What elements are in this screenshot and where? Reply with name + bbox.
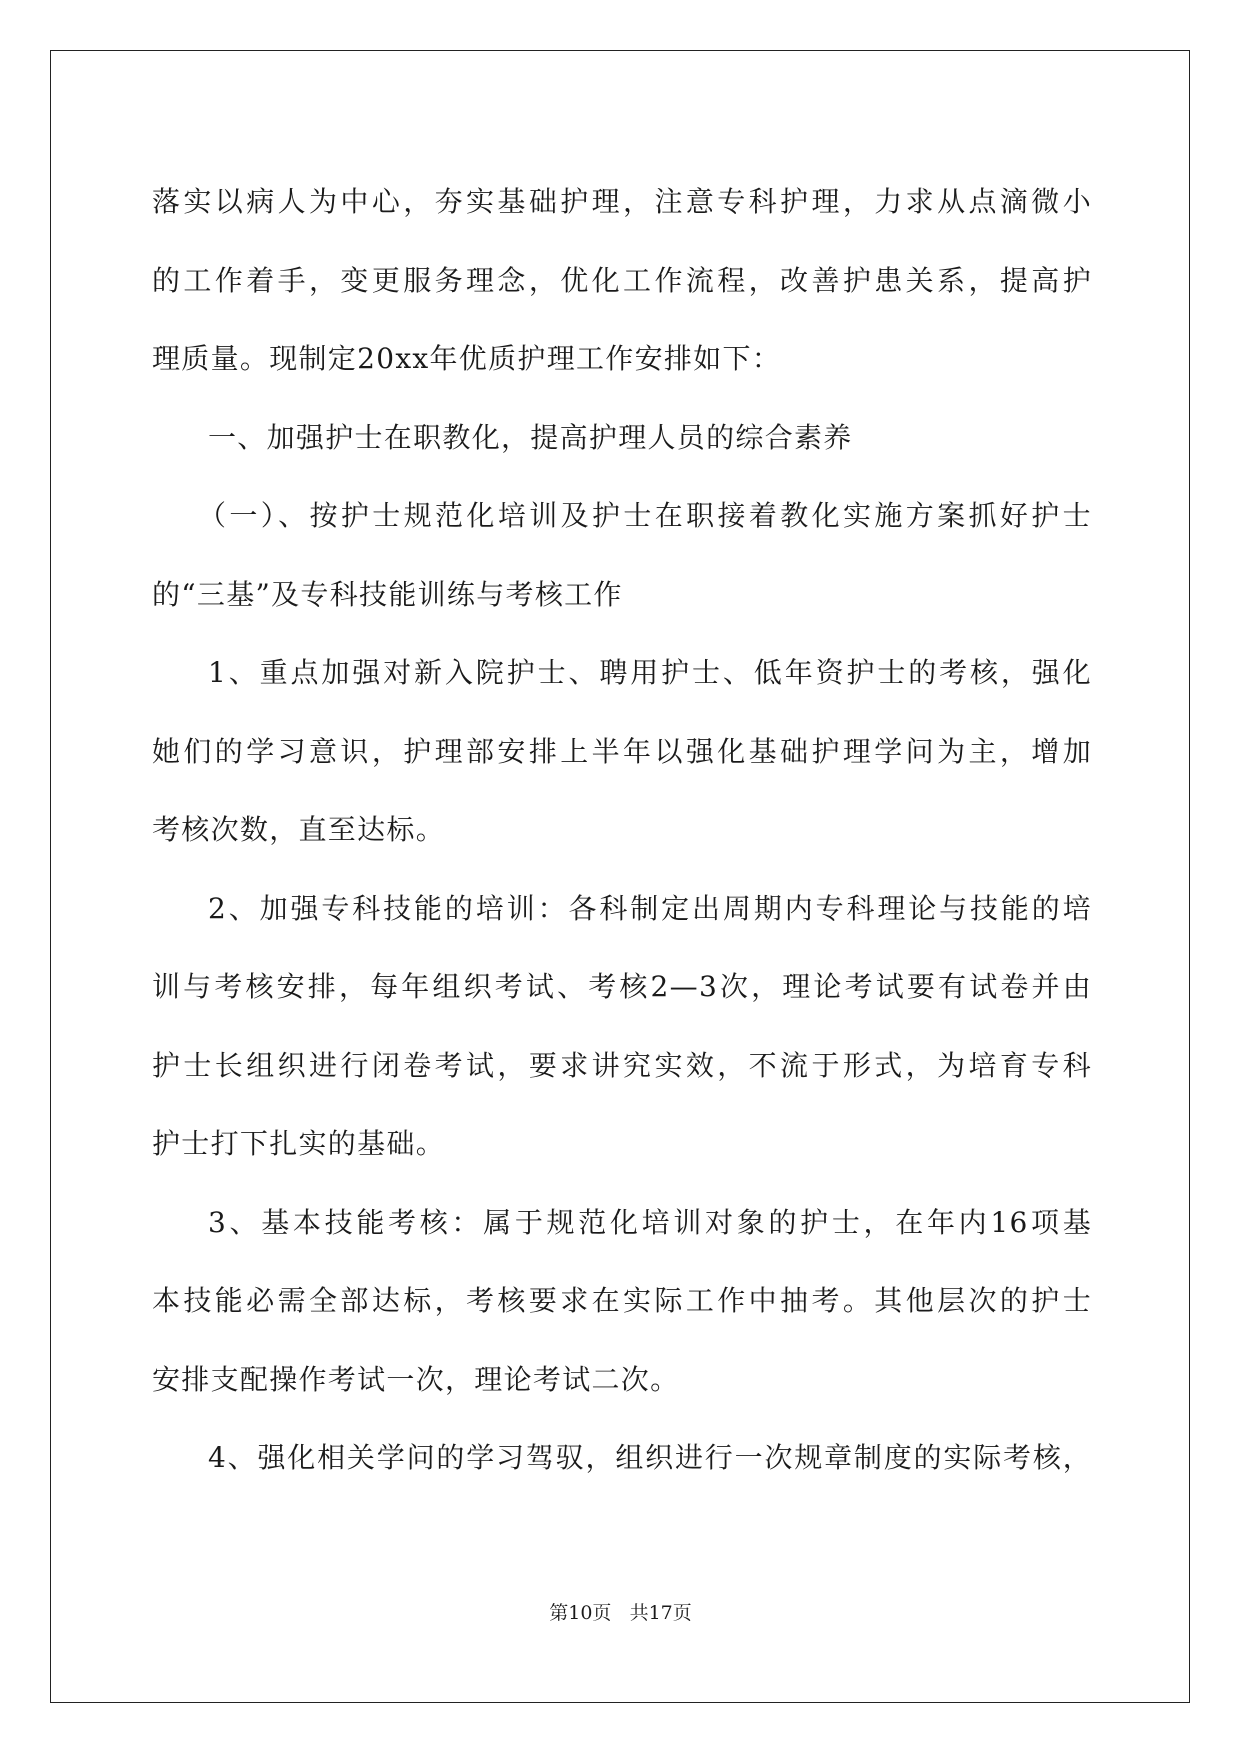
paragraph-line: 2、加强专科技能的培训：各科制定出周期内专科理论与技能的培 — [208, 891, 1092, 925]
paragraph-line: 理质量。现制定20xx年优质护理工作安排如下： — [152, 342, 782, 375]
paragraph-line: 她们的学习意识，护理部安排上半年以强化基础护理学问为主，增加 — [152, 734, 1092, 768]
section-heading: 一、加强护士在职教化，提高护理人员的综合素养 — [208, 420, 853, 454]
paragraph-line: 考核次数，直至达标。 — [152, 813, 446, 846]
paragraph-line: 1、重点加强对新入院护士、聘用护士、低年资护士的考核，强化 — [208, 656, 1092, 689]
paragraph-line: 4、强化相关学问的学习驾驭，组织进行一次规章制度的实际考核， — [208, 1441, 1092, 1474]
paragraph-line: 安排支配操作考试一次，理论考试二次。 — [152, 1362, 680, 1396]
page-footer — [0, 1601, 1241, 1625]
paragraph-line: 落实以病人为中心，夯实基础护理，注意专科护理，力求从点滴微小 — [152, 185, 1092, 218]
subsection-heading: （一）、按护士规范化培训及护士在职接着教化实施方案抓好护士 — [198, 499, 1092, 532]
page-total: 共17页 — [629, 1602, 692, 1624]
paragraph-line: 3、基本技能考核：属于规范化培训对象的护士，在年内16项基 — [208, 1205, 1092, 1239]
paragraph-line: 的“三基”及专科技能训练与考核工作 — [152, 577, 623, 611]
document-body — [152, 163, 1092, 1498]
paragraph-line: 的工作着手，变更服务理念，优化工作流程，改善护患关系，提高护 — [152, 263, 1092, 297]
paragraph-line: 护士打下扎实的基础。 — [152, 1127, 446, 1160]
paragraph-line: 训与考核安排，每年组织考试、考核2—3次，理论考试要有试卷并由 — [152, 970, 1092, 1003]
paragraph-line: 护士长组织进行闭卷考试，要求讲究实效，不流于形式，为培育专科 — [152, 1048, 1092, 1082]
page-number: 第10页 — [549, 1602, 612, 1624]
paragraph-line: 本技能必需全部达标，考核要求在实际工作中抽考。其他层次的护士 — [152, 1284, 1092, 1317]
